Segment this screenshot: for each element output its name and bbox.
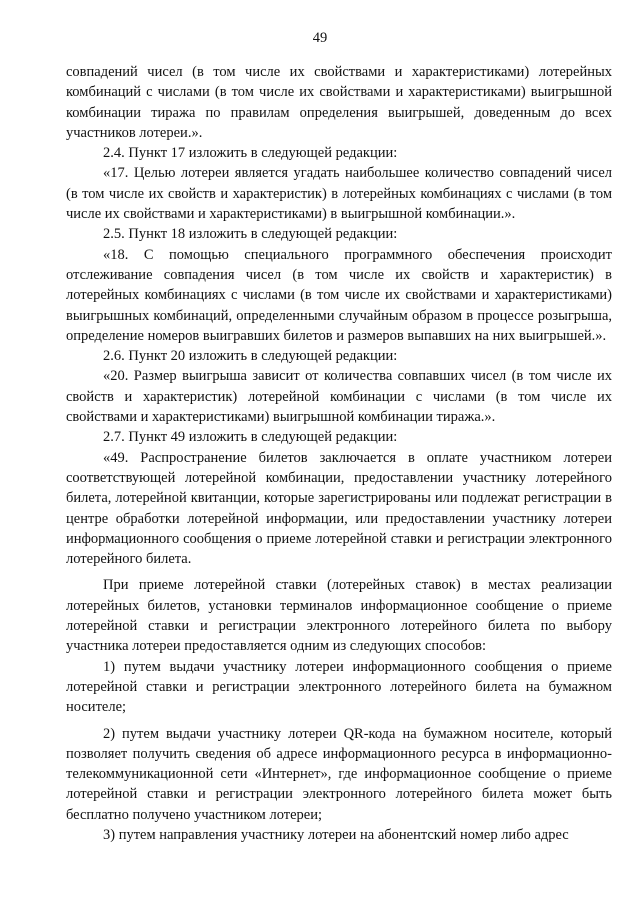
paragraph-point-49: «49. Распространение билетов заключается в оплате участником лотереи соответствующей лотерейной комбинации, предоставлении участнику лотерейного билета, лотерейной квитанции, которые зарегистрированы или подлежат регистрации в центре обработки лотерейной информации, или предоставлении участнику лотереи информационного сообщения о приеме лотерейной ставки и регистрации электронного лотерейного билета. <box>66 449 612 568</box>
paragraph-continuation: совпадений чисел (в том числе их свойствами и характеристиками) лотерейных комбинаций с числами (в том числе их свойствами и характеристиками) выигрышной комбинации тиража по правилам определения выигрышей, доведенным до всех участников лотереи.». <box>66 64 612 141</box>
list-item-3: 3) путем направления участнику лотереи на абонентский номер либо адрес <box>103 826 569 843</box>
document-body <box>66 62 612 845</box>
paragraph-point-17: «17. Целью лотереи является угадать наибольшее количество совпадений чисел (в том числе их свойств и характеристик) в лотерейных комбинациях с числами (в том числе их свойствами и характеристиками) в выигрышной комбинации.». <box>66 165 612 223</box>
paragraph-ticket-acceptance: При приеме лотерейной ставки (лотерейных ставок) в местах реализации лотерейных билетов, установки терминалов информационное сообщение о приеме лотерейной ставки и регистрации электронного лотерейного билета по выбору участника лотереи предоставляется одним из следующих способов: <box>66 577 612 655</box>
list-item-2: 2) путем выдачи участнику лотереи QR-кода на бумажном носителе, который позволяет получить сведения об адресе информационного ресурса в информационно-телекоммуникационной сети «Интернет», где информационное сообщение о приеме лотерейной ставки и регистрации электронного лотерейного билета может быть бесплатно получено участником лотереи; <box>66 725 612 823</box>
list-item-1: 1) путем выдачи участнику лотереи информационного сообщения о приеме лотерейной ставки и регистрации электронного лотерейного билета на бумажном носителе; <box>66 658 612 716</box>
page-number: 49 <box>312 30 328 46</box>
paragraph-item-2-5: 2.5. Пункт 18 изложить в следующей редакции: <box>103 226 398 243</box>
paragraph-item-2-6: 2.6. Пункт 20 изложить в следующей редакции: <box>103 348 398 365</box>
paragraph-point-18: «18. С помощью специального программного обеспечения происходит отслеживание совпадения чисел (в том числе их свойств и характеристик) в лотерейных комбинациях с числами (в том числе их свойствами и характеристиками) выигрышных комбинаций, определенными случайным образом в процессе розыгрыша, определение номеров выигравших билетов и размеров выпавших на них выигрышей.». <box>66 246 612 344</box>
paragraph-point-20: «20. Размер выигрыша зависит от количества совпавших чисел (в том числе их свойств и характеристик) лотерейной комбинации с числами (в том числе их свойствами и характеристиками) выигрышной комбинации тиража.». <box>66 368 612 426</box>
paragraph-item-2-4: 2.4. Пункт 17 изложить в следующей редакции: <box>103 145 398 162</box>
paragraph-item-2-7: 2.7. Пункт 49 изложить в следующей редакции: <box>103 429 398 446</box>
